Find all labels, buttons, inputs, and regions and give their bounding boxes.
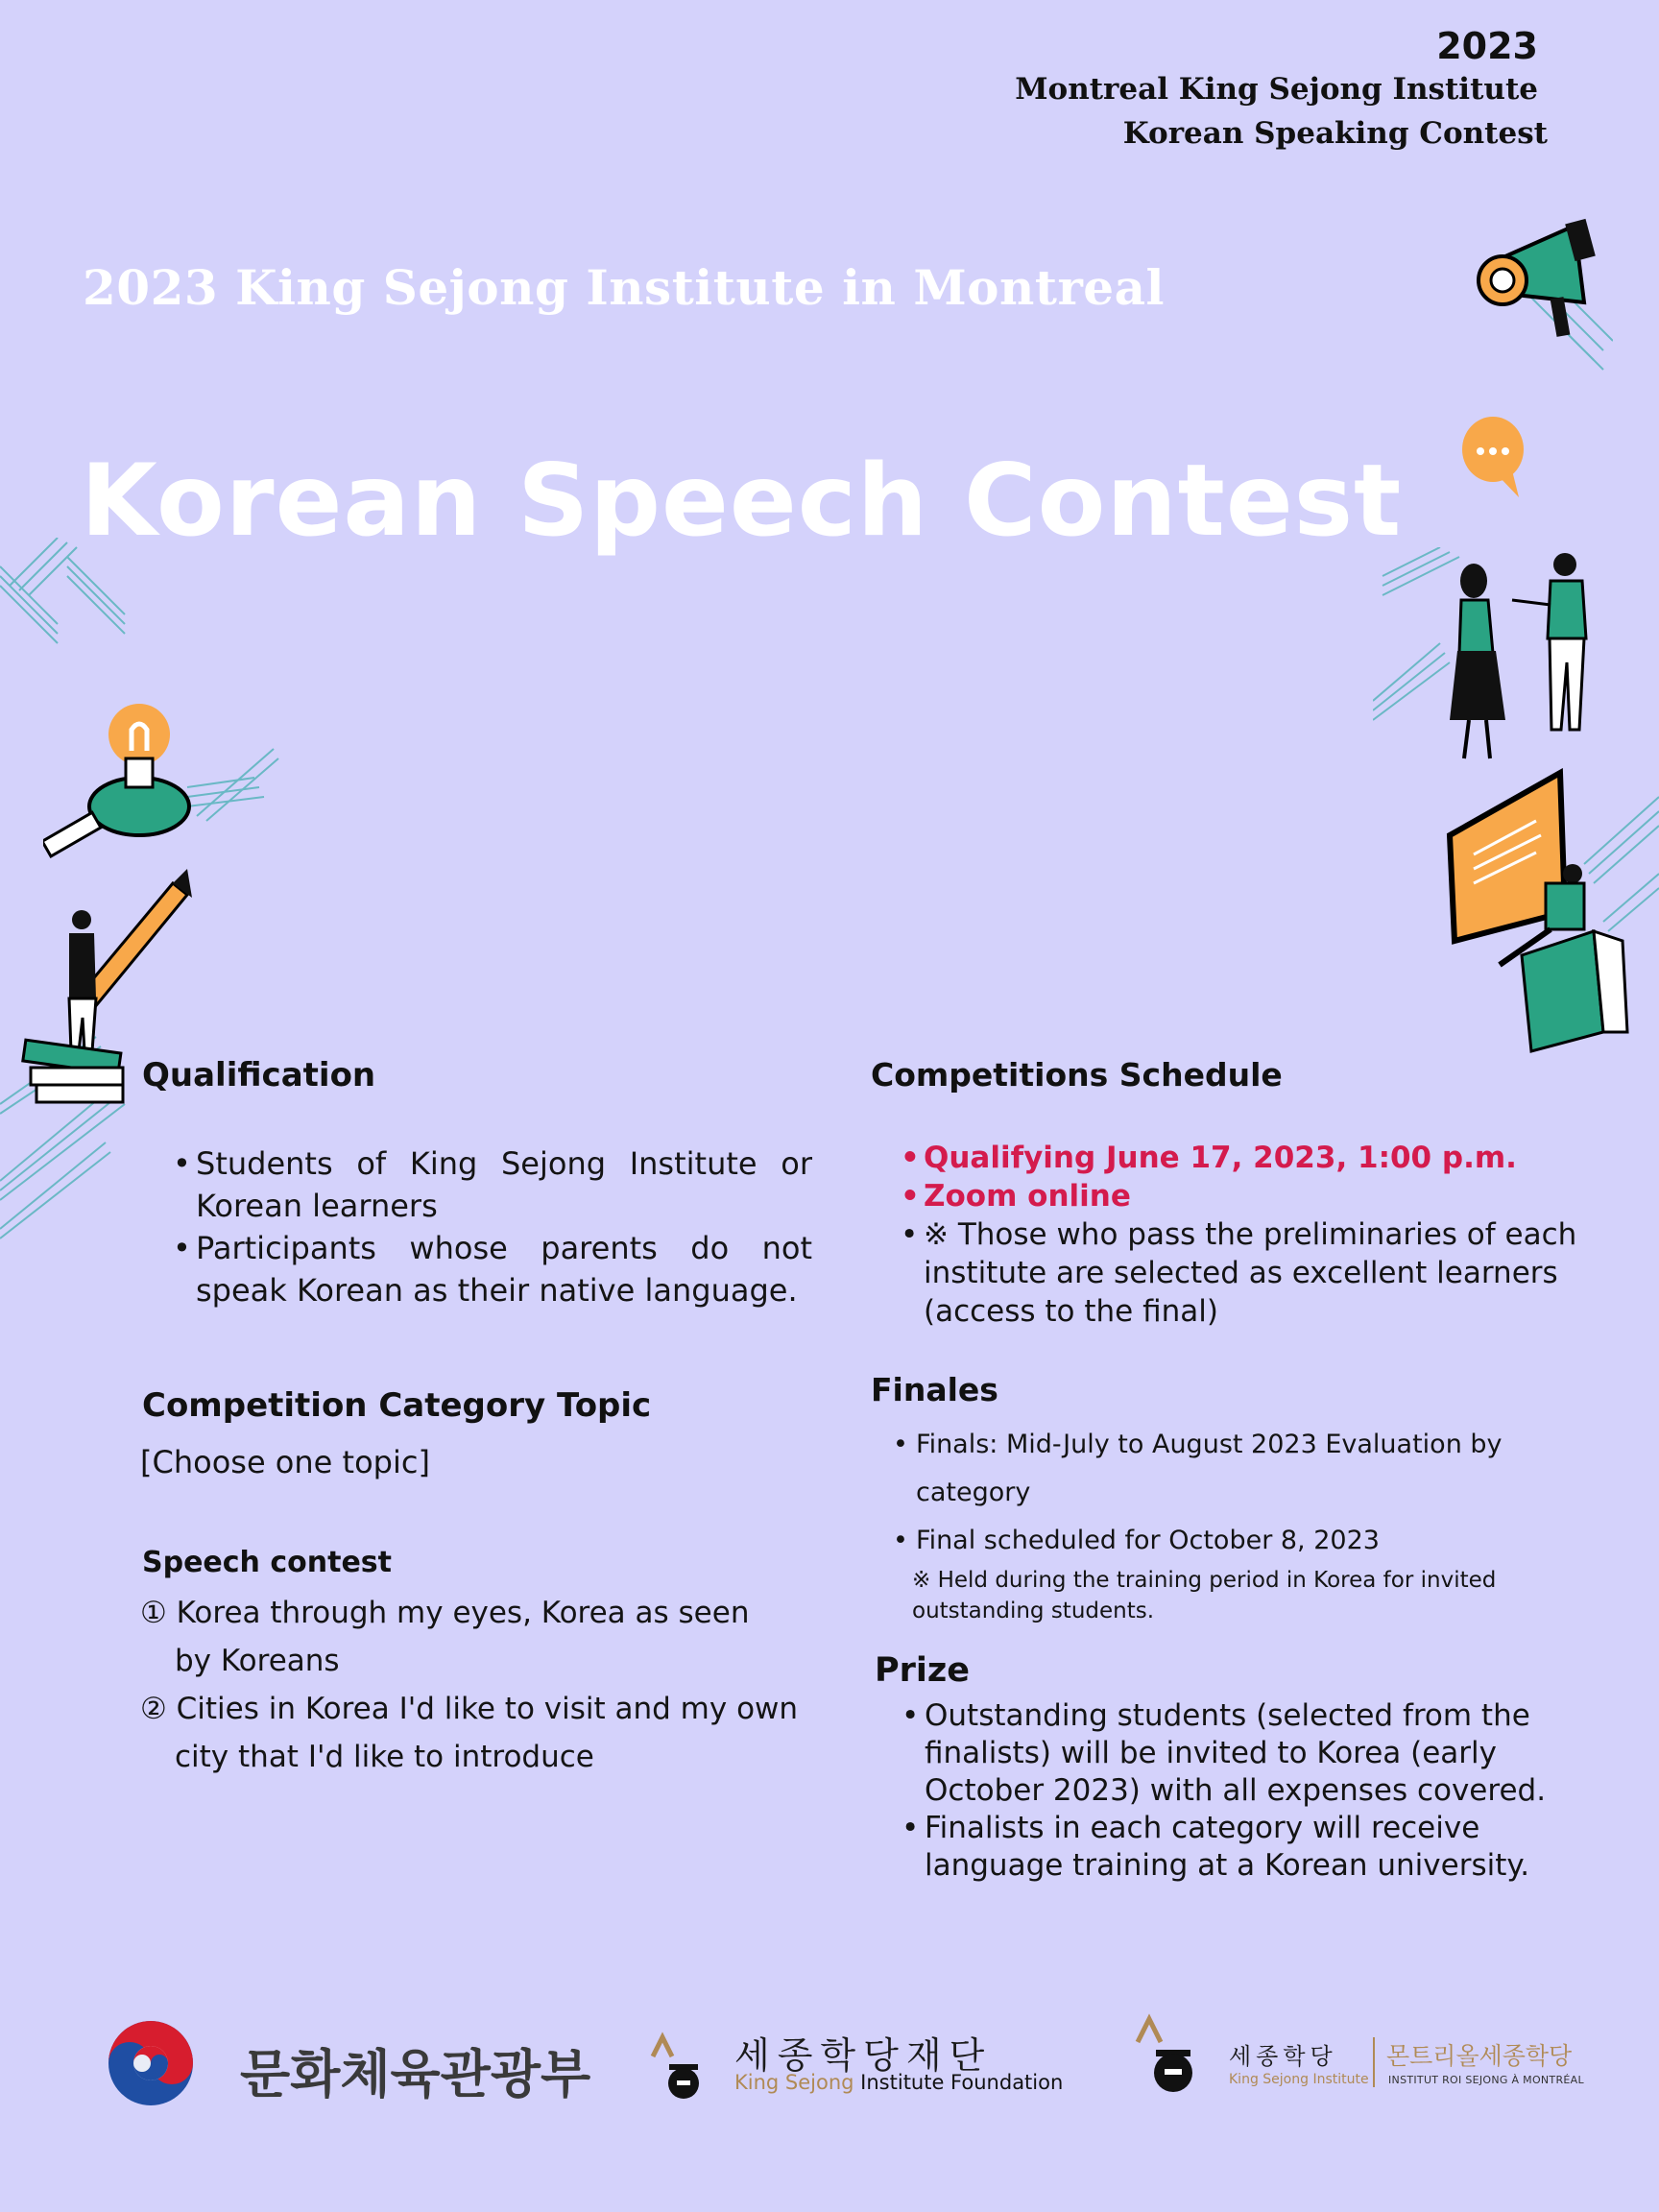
montreal-logo-french: INSTITUT ROI SEJONG À MONTRÉAL xyxy=(1388,2074,1584,2086)
foundation-logo-english xyxy=(734,2071,1063,2094)
prize-item: • Outstanding students (selected from the finalists) will be invited to Korea (early October 2023) with all expenses covered. xyxy=(923,1697,1595,1810)
megaphone-icon xyxy=(1469,216,1613,379)
subtitle: 2023 King Sejong Institute in Montreal xyxy=(83,259,1166,316)
final-date: • Final scheduled for October 8, 2023 xyxy=(914,1517,1586,1565)
prize-item: • Finalists in each category will receive language training at a Korean university. xyxy=(923,1810,1595,1885)
page-title: Korean Speech Contest xyxy=(81,444,1403,559)
foundation-logo-korean: 세종학당재단 xyxy=(734,2034,993,2077)
ministry-logo-text: 문화체육관광부 xyxy=(240,2044,591,2104)
header-block xyxy=(1015,25,1548,156)
speech-contest-heading: Speech contest xyxy=(142,1546,392,1579)
qualification-list xyxy=(171,1142,812,1311)
foundation-name-rest: Institute Foundation xyxy=(854,2071,1064,2094)
header-line2: Korean Speaking Contest xyxy=(1122,116,1548,151)
institute-logo-english: King Sejong Institute xyxy=(1229,2072,1369,2087)
header-year: 2023 xyxy=(1436,25,1538,67)
foundation-logo-icon xyxy=(648,2028,706,2104)
zoom-online: • Zoom online xyxy=(922,1177,1594,1215)
choose-topic-note: [Choose one topic] xyxy=(140,1444,430,1480)
decorative-hatch-left xyxy=(0,538,144,672)
foundation-name-brand: King Sejong xyxy=(734,2071,854,2094)
board-books-illustration xyxy=(1440,768,1659,1056)
schedule-heading: Competitions Schedule xyxy=(871,1056,1283,1094)
prize-list xyxy=(900,1697,1595,1885)
people-talking-illustration xyxy=(1373,547,1613,768)
topic-1: ① Korea through my eyes, Korea as seen by Koreans xyxy=(140,1596,750,1678)
list-item: • Students of King Sejong Institute or Korean learners xyxy=(194,1142,812,1227)
preliminaries-note: • ※ Those who pass the preliminaries of each institute are selected as excellent learners (access to the final) xyxy=(922,1215,1594,1331)
schedule-list xyxy=(899,1139,1594,1331)
qualifying-date: • Qualifying June 17, 2023, 1:00 p.m. xyxy=(922,1139,1594,1177)
prize-heading: Prize xyxy=(875,1651,971,1690)
finals-period: • Finals: Mid-July to August 2023 Evaluation by category xyxy=(914,1421,1586,1517)
logo-divider xyxy=(1373,2037,1375,2087)
finales-list xyxy=(891,1421,1586,1565)
topic-2: ② Cities in Korea I'd like to visit and my own city that I'd like to introduce xyxy=(140,1692,799,1774)
institute-logo-icon xyxy=(1133,2011,1200,2098)
header-line1: Montreal King Sejong Institute xyxy=(1015,72,1538,107)
montreal-logo-korean: 몬트리올세종학당 xyxy=(1386,2042,1573,2070)
finales-note: ※ Held during the training period in Korea for invited outstanding students. xyxy=(912,1568,1497,1623)
chat-bubble-icon xyxy=(1459,413,1527,499)
qualification-heading: Qualification xyxy=(142,1056,376,1094)
category-heading: Competition Category Topic xyxy=(142,1386,652,1425)
institute-logo-korean: 세종학당 xyxy=(1229,2043,1337,2070)
list-item: • Participants whose parents do not speak Korean as their native language. xyxy=(194,1227,812,1311)
lightbulb-magnifier-icon xyxy=(43,691,283,864)
taegeuk-emblem xyxy=(106,2018,196,2108)
finales-heading: Finales xyxy=(871,1371,998,1408)
